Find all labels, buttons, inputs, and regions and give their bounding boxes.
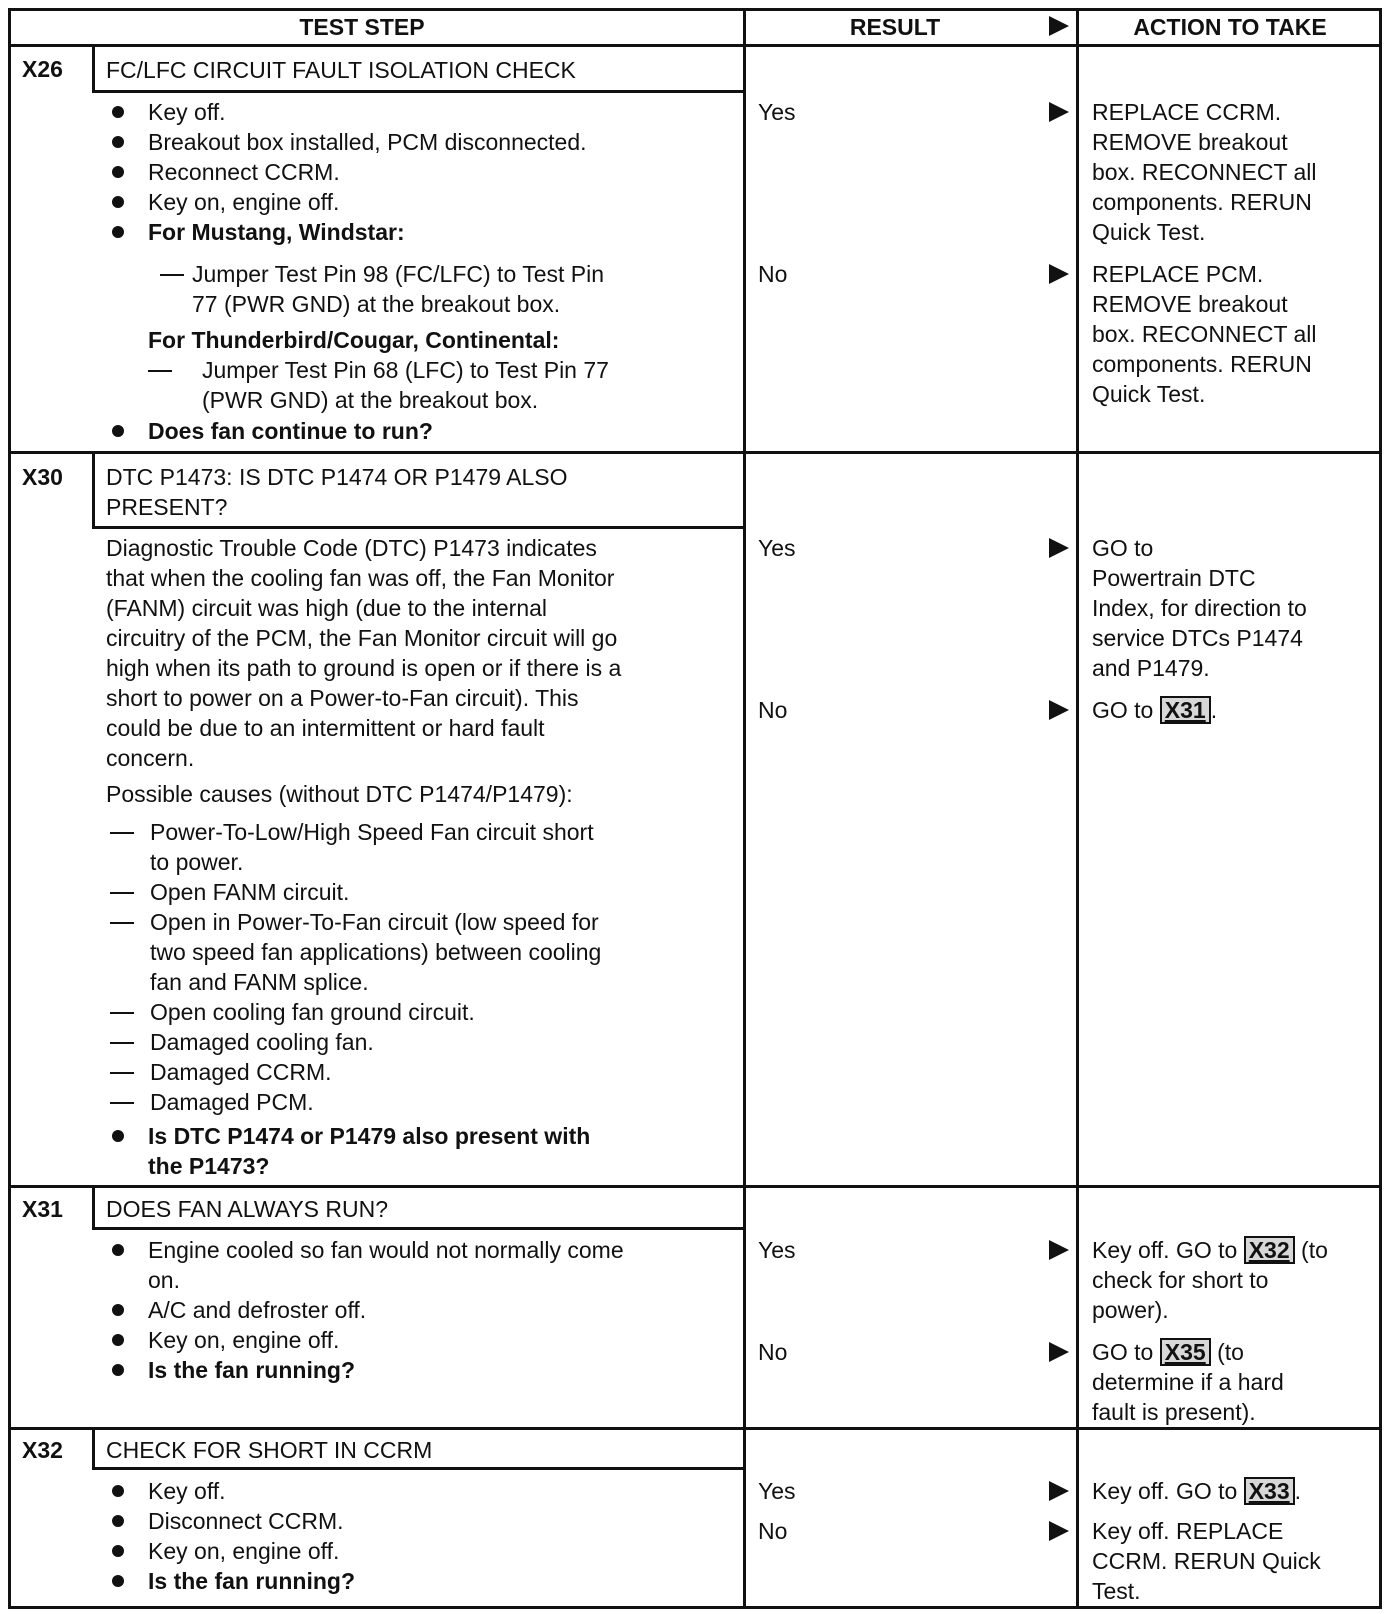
x31-yes-action: [1092, 1235, 1328, 1265]
header-result: RESULT: [849, 14, 941, 40]
x32-bullet-4: Is the fan running?: [148, 1568, 355, 1594]
step-link-x32[interactable]: X32: [1244, 1236, 1295, 1264]
x30-yes-action-3: Index, for direction to: [1092, 595, 1307, 621]
x30-result-no: No: [758, 697, 788, 723]
x30-para-6: short to power on a Power-to-Fan circuit). This: [106, 685, 579, 711]
x31-title: DOES FAN ALWAYS RUN?: [106, 1196, 389, 1222]
header-arrow-icon: [1049, 16, 1069, 36]
x30-id-divider: [92, 452, 95, 528]
left-border: [8, 8, 11, 1608]
x32-result-no: No: [758, 1518, 788, 1544]
dash-icon: [110, 892, 134, 894]
x31-bullet-1a: Engine cooled so fan would not normally come: [148, 1237, 624, 1263]
row-separator-x31: [8, 1185, 1382, 1188]
x30-title-underline: [92, 526, 744, 529]
x30-cause-3b: two speed fan applications) between cooling: [150, 939, 602, 965]
x31-id-divider: [92, 1186, 95, 1230]
x30-cause-1b: to power.: [150, 849, 244, 875]
x30-no-action-prefix: GO to: [1092, 697, 1160, 723]
x26-dash-1b: 77 (PWR GND) at the breakout box.: [192, 291, 561, 317]
arrow-icon: [1049, 102, 1069, 122]
x31-bullet-4: Is the fan running?: [148, 1357, 355, 1383]
x30-result-yes: Yes: [758, 535, 796, 561]
x30-yes-action-1: GO to: [1092, 535, 1154, 561]
row-separator-x30: [8, 451, 1382, 454]
x30-causes-title: Possible causes (without DTC P1474/P1479):: [106, 781, 573, 807]
x26-subhead: For Thunderbird/Cougar, Continental:: [148, 327, 560, 353]
bullet-icon: [112, 1485, 124, 1497]
header-divider: [8, 44, 1382, 47]
x31-bullet-1b: on.: [148, 1267, 180, 1293]
x31-result-yes: Yes: [758, 1237, 796, 1263]
x31-no-prefix: GO to: [1092, 1339, 1160, 1365]
x30-cause-6: Damaged CCRM.: [150, 1059, 332, 1085]
dash-icon: [110, 922, 134, 924]
x30-cause-4: Open cooling fan ground circuit.: [150, 999, 475, 1025]
x31-no-action: [1092, 1337, 1244, 1367]
x26-bullet-4: Key on, engine off.: [148, 189, 340, 215]
x26-bullet-3: Reconnect CCRM.: [148, 159, 340, 185]
x32-yes-suffix: .: [1294, 1478, 1302, 1504]
bullet-icon: [112, 1244, 124, 1256]
x30-para-8: concern.: [106, 745, 195, 771]
dash-icon: [110, 832, 134, 834]
x31-bullet-3: Key on, engine off.: [148, 1327, 340, 1353]
x30-cause-3c: fan and FANM splice.: [150, 969, 369, 995]
x32-no-action-3: Test.: [1092, 1578, 1141, 1604]
x30-title-2: PRESENT?: [106, 494, 228, 520]
x31-yes-prefix: Key off. GO to: [1092, 1237, 1244, 1263]
x30-cause-5: Damaged cooling fan.: [150, 1029, 374, 1055]
bullet-icon: [112, 1545, 124, 1557]
header-action: ACTION TO TAKE: [1133, 14, 1327, 40]
x26-bullet-5: For Mustang, Windstar:: [148, 219, 405, 245]
x26-no-action-4: components. RERUN: [1092, 351, 1312, 377]
x26-no-action-3: box. RECONNECT all: [1092, 321, 1317, 347]
right-border: [1379, 8, 1382, 1608]
header-test-step: TEST STEP: [299, 14, 425, 40]
x32-yes-action: [1092, 1476, 1301, 1506]
dash-icon: [110, 1012, 134, 1014]
x30-yes-action-5: and P1479.: [1092, 655, 1210, 681]
x26-dash-2b: (PWR GND) at the breakout box.: [202, 387, 539, 413]
bullet-icon: [112, 1364, 124, 1376]
bullet-icon: [112, 106, 124, 118]
x32-result-yes: Yes: [758, 1478, 796, 1504]
x26-no-action-1: REPLACE PCM.: [1092, 261, 1264, 287]
x26-dash-1a: Jumper Test Pin 98 (FC/LFC) to Test Pin: [192, 261, 605, 287]
x31-yes-action-2: check for short to: [1092, 1267, 1269, 1293]
x30-para-5: high when its path to ground is open or if there is a: [106, 655, 622, 681]
x26-result-yes: Yes: [758, 99, 796, 125]
x30-id: X30: [22, 464, 63, 490]
dash-icon: [110, 1042, 134, 1044]
x32-id-divider: [92, 1428, 95, 1470]
x32-no-action-1: Key off. REPLACE: [1092, 1518, 1284, 1544]
dash-icon: [148, 370, 172, 372]
arrow-icon: [1049, 1521, 1069, 1541]
x30-no-action-suffix: .: [1210, 697, 1218, 723]
arrow-icon: [1049, 1342, 1069, 1362]
x30-para-3: (FANM) circuit was high (due to the internal: [106, 595, 548, 621]
bullet-icon: [112, 1304, 124, 1316]
x26-yes-action-3: box. RECONNECT all: [1092, 159, 1317, 185]
x31-result-no: No: [758, 1339, 788, 1365]
x31-id: X31: [22, 1196, 63, 1222]
arrow-icon: [1049, 1481, 1069, 1501]
dash-icon: [110, 1102, 134, 1104]
bullet-icon: [112, 1334, 124, 1346]
x30-cause-3a: Open in Power-To-Fan circuit (low speed for: [150, 909, 599, 935]
row-separator-x32: [8, 1427, 1382, 1430]
x26-yes-action-5: Quick Test.: [1092, 219, 1206, 245]
x30-cause-2: Open FANM circuit.: [150, 879, 350, 905]
x26-id: X26: [22, 56, 63, 82]
dash-icon: [110, 1072, 134, 1074]
bottom-border: [8, 1606, 1382, 1609]
x32-id: X32: [22, 1437, 63, 1463]
x26-title: FC/LFC CIRCUIT FAULT ISOLATION CHECK: [106, 57, 576, 83]
x30-para-7: could be due to an intermittent or hard fault: [106, 715, 545, 741]
x31-no-action-3: fault is present).: [1092, 1399, 1256, 1425]
x30-yes-action-2: Powertrain DTC: [1092, 565, 1256, 591]
x31-no-action-2: determine if a hard: [1092, 1369, 1284, 1395]
bullet-icon: [112, 196, 124, 208]
x30-question-2: the P1473?: [148, 1153, 270, 1179]
x31-yes-action-3: power).: [1092, 1297, 1169, 1323]
x31-title-underline: [92, 1227, 744, 1230]
x26-bullet-2: Breakout box installed, PCM disconnected.: [148, 129, 587, 155]
step-link-x31[interactable]: X31: [1160, 696, 1211, 724]
x26-title-underline: [92, 90, 744, 93]
arrow-icon: [1049, 538, 1069, 558]
x32-title: CHECK FOR SHORT IN CCRM: [106, 1437, 433, 1463]
x31-bullet-2: A/C and defroster off.: [148, 1297, 367, 1323]
x26-no-action-2: REMOVE breakout: [1092, 291, 1288, 317]
x26-dash-2a: Jumper Test Pin 68 (LFC) to Test Pin 77: [202, 357, 609, 383]
step-link-x35[interactable]: X35: [1160, 1338, 1211, 1366]
x26-result-no: No: [758, 261, 788, 287]
x32-bullet-2: Disconnect CCRM.: [148, 1508, 344, 1534]
x26-yes-action-1: REPLACE CCRM.: [1092, 99, 1282, 125]
x26-no-action-5: Quick Test.: [1092, 381, 1206, 407]
arrow-icon: [1049, 1240, 1069, 1260]
x26-yes-action-2: REMOVE breakout: [1092, 129, 1288, 155]
step-link-x33[interactable]: X33: [1244, 1477, 1295, 1505]
x30-question-1: Is DTC P1474 or P1479 also present with: [148, 1123, 591, 1149]
bullet-icon: [112, 136, 124, 148]
bullet-icon: [112, 1575, 124, 1587]
arrow-icon: [1049, 700, 1069, 720]
bullet-icon: [112, 1130, 124, 1142]
bullet-icon: [112, 1515, 124, 1527]
x30-cause-7: Damaged PCM.: [150, 1089, 314, 1115]
x31-yes-suffix: (to: [1294, 1237, 1328, 1263]
x26-yes-action-4: components. RERUN: [1092, 189, 1312, 215]
x26-id-divider: [92, 44, 95, 92]
x32-bullet-1: Key off.: [148, 1478, 226, 1504]
x30-no-action: [1092, 695, 1217, 725]
action-col-divider: [1076, 8, 1079, 1608]
x26-bullet-6: Does fan continue to run?: [148, 418, 433, 444]
x32-title-underline: [92, 1467, 744, 1470]
dash-icon: [160, 274, 184, 276]
x30-title-1: DTC P1473: IS DTC P1474 OR P1479 ALSO: [106, 464, 568, 490]
x30-para-4: circuitry of the PCM, the Fan Monitor circuit will go: [106, 625, 618, 651]
bullet-icon: [112, 425, 124, 437]
arrow-icon: [1049, 264, 1069, 284]
result-col-divider: [743, 8, 746, 1608]
x30-para-2: that when the cooling fan was off, the Fan Monitor: [106, 565, 615, 591]
x30-yes-action-4: service DTCs P1474: [1092, 625, 1303, 651]
x32-yes-prefix: Key off. GO to: [1092, 1478, 1244, 1504]
x30-cause-1a: Power-To-Low/High Speed Fan circuit short: [150, 819, 594, 845]
x30-para-1: Diagnostic Trouble Code (DTC) P1473 indicates: [106, 535, 597, 561]
bullet-icon: [112, 226, 124, 238]
bullet-icon: [112, 166, 124, 178]
x32-bullet-3: Key on, engine off.: [148, 1538, 340, 1564]
x32-no-action-2: CCRM. RERUN Quick: [1092, 1548, 1321, 1574]
x31-no-suffix: (to: [1210, 1339, 1244, 1365]
x26-bullet-1: Key off.: [148, 99, 226, 125]
